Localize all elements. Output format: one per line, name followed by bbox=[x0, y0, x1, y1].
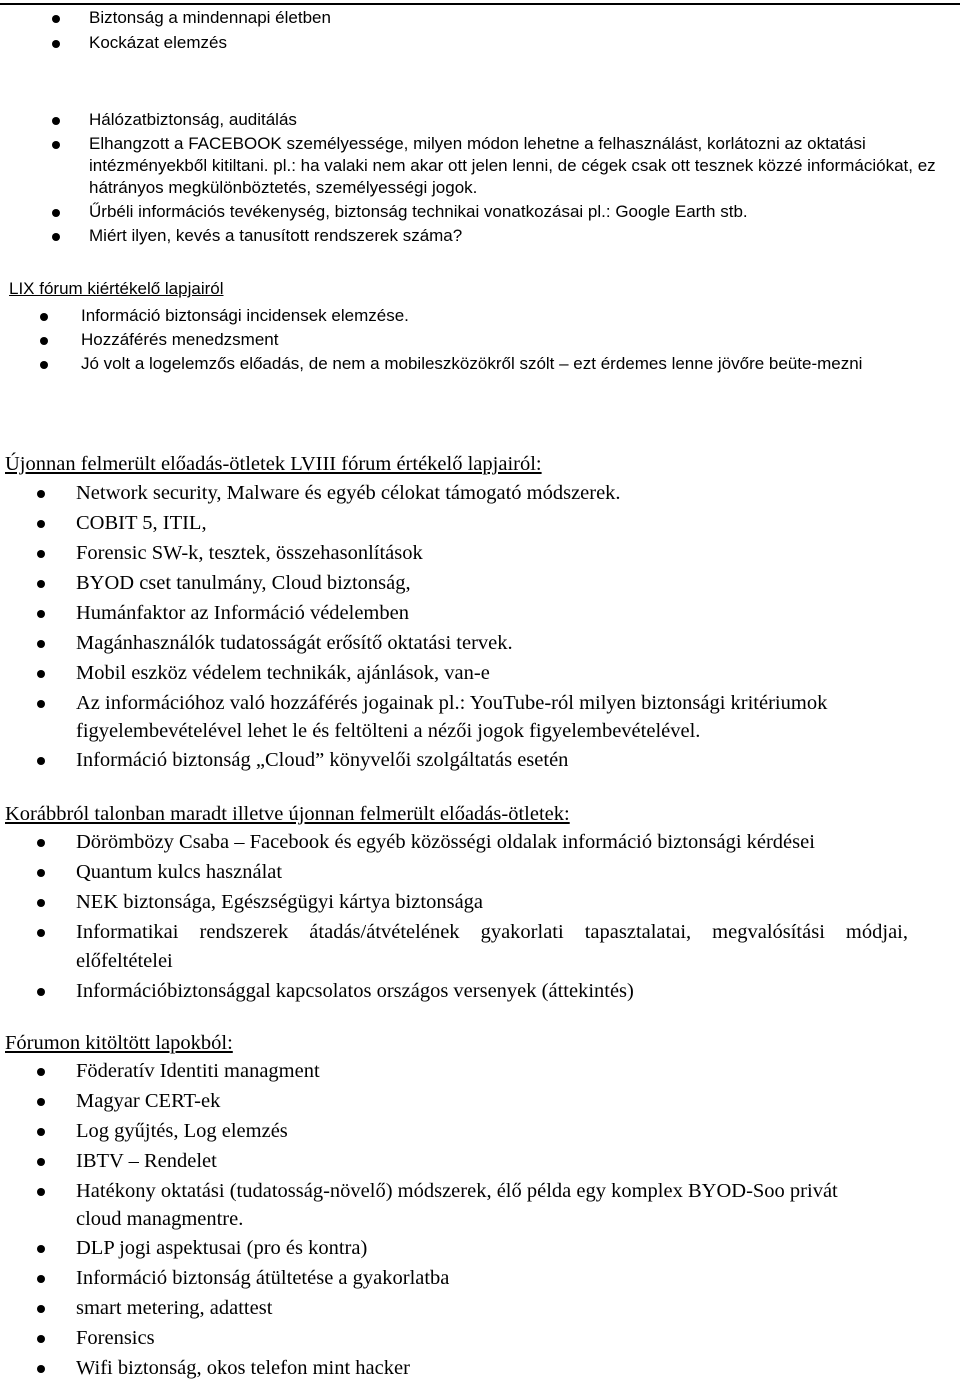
bullet-icon bbox=[37, 757, 45, 765]
bullet-icon bbox=[37, 610, 45, 618]
list-item: IBTV – Rendelet bbox=[0, 1147, 960, 1176]
bullet-icon bbox=[37, 1158, 45, 1166]
list-item: Forensic SW-k, tesztek, összehasonlítások bbox=[0, 539, 960, 568]
bullet-icon bbox=[37, 670, 45, 678]
earlier-heading: Korábbról talonban maradt illetve újonnan felmerült előadás-ötletek: bbox=[5, 803, 570, 825]
bullet-icon bbox=[37, 1365, 45, 1373]
bullet-icon bbox=[52, 209, 60, 217]
list-item: Föderatív Identiti managment bbox=[0, 1057, 960, 1086]
list-item: Hálózatbiztonság, auditálás bbox=[0, 109, 960, 131]
bullet-icon bbox=[37, 869, 45, 877]
earlier-list-block bbox=[0, 828, 960, 1006]
bullet-icon bbox=[37, 550, 45, 558]
bullet-icon bbox=[37, 640, 45, 648]
forum-heading: Fórumon kitöltött lapokból: bbox=[5, 1032, 233, 1054]
bullet-icon bbox=[37, 1098, 45, 1106]
list-item: Quantum kulcs használat bbox=[0, 858, 960, 887]
list-item: Magyar CERT-ek bbox=[0, 1087, 960, 1116]
bullet-icon bbox=[37, 1305, 45, 1313]
bullet-icon bbox=[37, 1335, 45, 1343]
lix-heading: LIX fórum kiértékelő lapjairól bbox=[9, 279, 224, 298]
list-item: Információ biztonság „Cloud” könyvelői szolgáltatás esetén bbox=[0, 746, 960, 775]
middle-list-block bbox=[0, 109, 960, 247]
list-item: Network security, Malware és egyéb célokat támogató módszerek. bbox=[0, 479, 960, 508]
bullet-icon bbox=[37, 988, 45, 996]
list-item: NEK biztonsága, Egészségügyi kártya biztonsága bbox=[0, 888, 960, 917]
bullet-icon bbox=[37, 1188, 45, 1196]
bullet-icon bbox=[52, 15, 60, 23]
bullet-icon bbox=[37, 1068, 45, 1076]
forum-list-block bbox=[0, 1057, 960, 1383]
list-item: Elhangzott a FACEBOOK személyessége, milyen módon lehetne a felhasználást, korlátozni az oktatási intézményekből kitiltani. pl.: ha valaki nem akar ott jelen lenni, de cégek csak ott tesznek közzé információkat, ez hátrányos megkülönböztetés, személyességi jogok. bbox=[0, 133, 960, 199]
bullet-icon bbox=[37, 929, 45, 937]
list-item: Wifi biztonság, okos telefon mint hacker bbox=[0, 1354, 960, 1383]
bullet-icon bbox=[37, 839, 45, 847]
list-item: Informatikai rendszerek átadás/átvételének gyakorlati tapasztalatai, megvalósítási módjai, előfeltételei bbox=[0, 918, 960, 976]
list-item: smart metering, adattest bbox=[0, 1294, 960, 1323]
bullet-icon bbox=[37, 1275, 45, 1283]
list-item: Jó volt a logelemzős előadás, de nem a mobileszközökről szólt – ezt érdemes lenne jövőre beüte-mezni bbox=[0, 353, 960, 375]
bullet-icon bbox=[52, 40, 60, 48]
list-item: COBIT 5, ITIL, bbox=[0, 509, 960, 538]
list-item: Biztonság a mindennapi életben bbox=[0, 7, 960, 32]
list-item: Mobil eszköz védelem technikák, ajánlások, van-e bbox=[0, 659, 960, 688]
list-item: Kockázat elemzés bbox=[0, 32, 960, 54]
list-item: Humánfaktor az Információ védelemben bbox=[0, 599, 960, 628]
bullet-icon bbox=[52, 233, 60, 241]
list-item: Miért ilyen, kevés a tanusított rendszerek száma? bbox=[0, 225, 960, 247]
bullet-icon bbox=[40, 313, 48, 321]
bullet-icon bbox=[37, 580, 45, 588]
lix-list-block bbox=[0, 305, 960, 375]
bullet-icon bbox=[37, 899, 45, 907]
list-item: Hozzáférés menedzsment bbox=[0, 329, 960, 351]
list-item: Log gyűjtés, Log elemzés bbox=[0, 1117, 960, 1146]
list-item: Információ biztonság átültetése a gyakorlatba bbox=[0, 1264, 960, 1293]
list-item: Űrbéli információs tevékenység, biztonság technikai vonatkozásai pl.: Google Earth stb. bbox=[0, 201, 960, 223]
bullet-icon bbox=[37, 1245, 45, 1253]
bullet-icon bbox=[52, 117, 60, 125]
list-item: Információbiztonsággal kapcsolatos országos versenyek (áttekintés) bbox=[0, 977, 960, 1006]
bullet-icon bbox=[52, 141, 60, 149]
bullet-icon bbox=[37, 1128, 45, 1136]
list-item: Információ biztonsági incidensek elemzése. bbox=[0, 305, 960, 327]
lviii-list-block bbox=[0, 479, 960, 775]
bullet-icon bbox=[40, 361, 48, 369]
top-rule bbox=[0, 3, 960, 5]
lviii-heading: Újonnan felmerült előadás-ötletek LVIII fórum értékelő lapjairól: bbox=[5, 453, 542, 475]
list-item: Hatékony oktatási (tudatosság-növelő) módszerek, élő példa egy komplex BYOD-Soo privát cloud managmentre. bbox=[0, 1177, 960, 1233]
list-item: Dörömbözy Csaba – Facebook és egyéb közösségi oldalak információ biztonsági kérdései bbox=[0, 828, 960, 857]
list-item: Az információhoz való hozzáférés jogainak pl.: YouTube-ról milyen biztonsági kritériumok figyelembevételével lehet le és feltölteni a nézői jogok figyelembevételével. bbox=[0, 689, 960, 745]
list-item: Forensics bbox=[0, 1324, 960, 1353]
top-list-block bbox=[0, 7, 960, 54]
bullet-icon bbox=[37, 520, 45, 528]
bullet-icon bbox=[40, 337, 48, 345]
list-item: DLP jogi aspektusai (pro és kontra) bbox=[0, 1234, 960, 1263]
bullet-icon bbox=[37, 490, 45, 498]
bullet-icon bbox=[37, 700, 45, 708]
list-item: Magánhasználók tudatosságát erősítő oktatási tervek. bbox=[0, 629, 960, 658]
list-item: BYOD cset tanulmány, Cloud biztonság, bbox=[0, 569, 960, 598]
